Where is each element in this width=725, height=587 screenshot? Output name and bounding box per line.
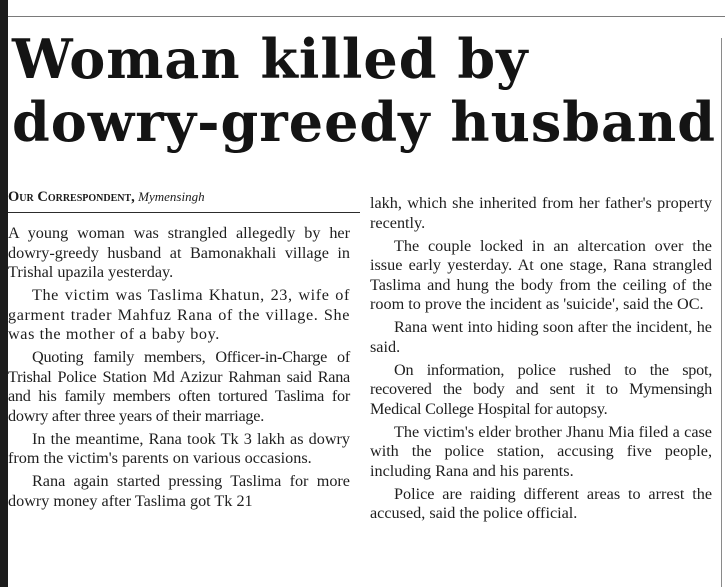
top-rule (8, 16, 725, 17)
byline-rule (8, 212, 360, 213)
byline-location: Mymensingh (138, 189, 205, 204)
article-column-left (8, 224, 350, 511)
article-paragraph: Rana went into hiding soon after the incident, he said. (370, 318, 712, 356)
article-paragraph: In the meantime, Rana took Tk 3 lakh as dowry from the victim's parents on various occasions. (8, 429, 350, 467)
article-paragraph: The victim's elder brother Jhanu Mia filed a case with the police station, accusing five people, including Rana and his parents. (370, 422, 712, 480)
article-paragraph: On information, police rushed to the spot, recovered the body and sent it to Mymensingh Medical College Hospital for autopsy. (370, 360, 712, 418)
article-paragraph: The couple locked in an altercation over the issue early yesterday. At one stage, Rana strangled Taslima and hung the body from the ceiling of the room to prove the incident as 'suicide', said the OC. (370, 236, 712, 313)
article-paragraph-continued: lakh, which she inherited from her father's property recently. (370, 194, 712, 232)
byline-correspondent: Our Correspondent, (8, 189, 135, 205)
headline: Woman killed by dowry-greedy husband (12, 27, 717, 154)
article-paragraph: Rana again started pressing Taslima for more dowry money after Taslima got Tk 21 (8, 472, 350, 510)
article-paragraph: A young woman was strangled allegedly by her dowry-greedy husband at Bamonakhali village in Trishal upazila yesterday. (8, 224, 350, 281)
article-paragraph: Police are raiding different areas to arrest the accused, said the police official. (370, 484, 712, 522)
article-paragraph: Quoting family members, Officer-in-Charge of Trishal Police Station Md Azizur Rahman said Rana and his family members often tortured Taslima for dowry after three years of their marriage. (8, 348, 350, 425)
article-column-right (370, 194, 712, 524)
page-left-edge (0, 0, 8, 587)
byline (8, 188, 205, 206)
column-gutter-rule (721, 38, 722, 587)
article-paragraph: The victim was Taslima Khatun, 23, wife of garment trader Mahfuz Rana of the village. She was the mother of a baby boy. (8, 286, 350, 343)
